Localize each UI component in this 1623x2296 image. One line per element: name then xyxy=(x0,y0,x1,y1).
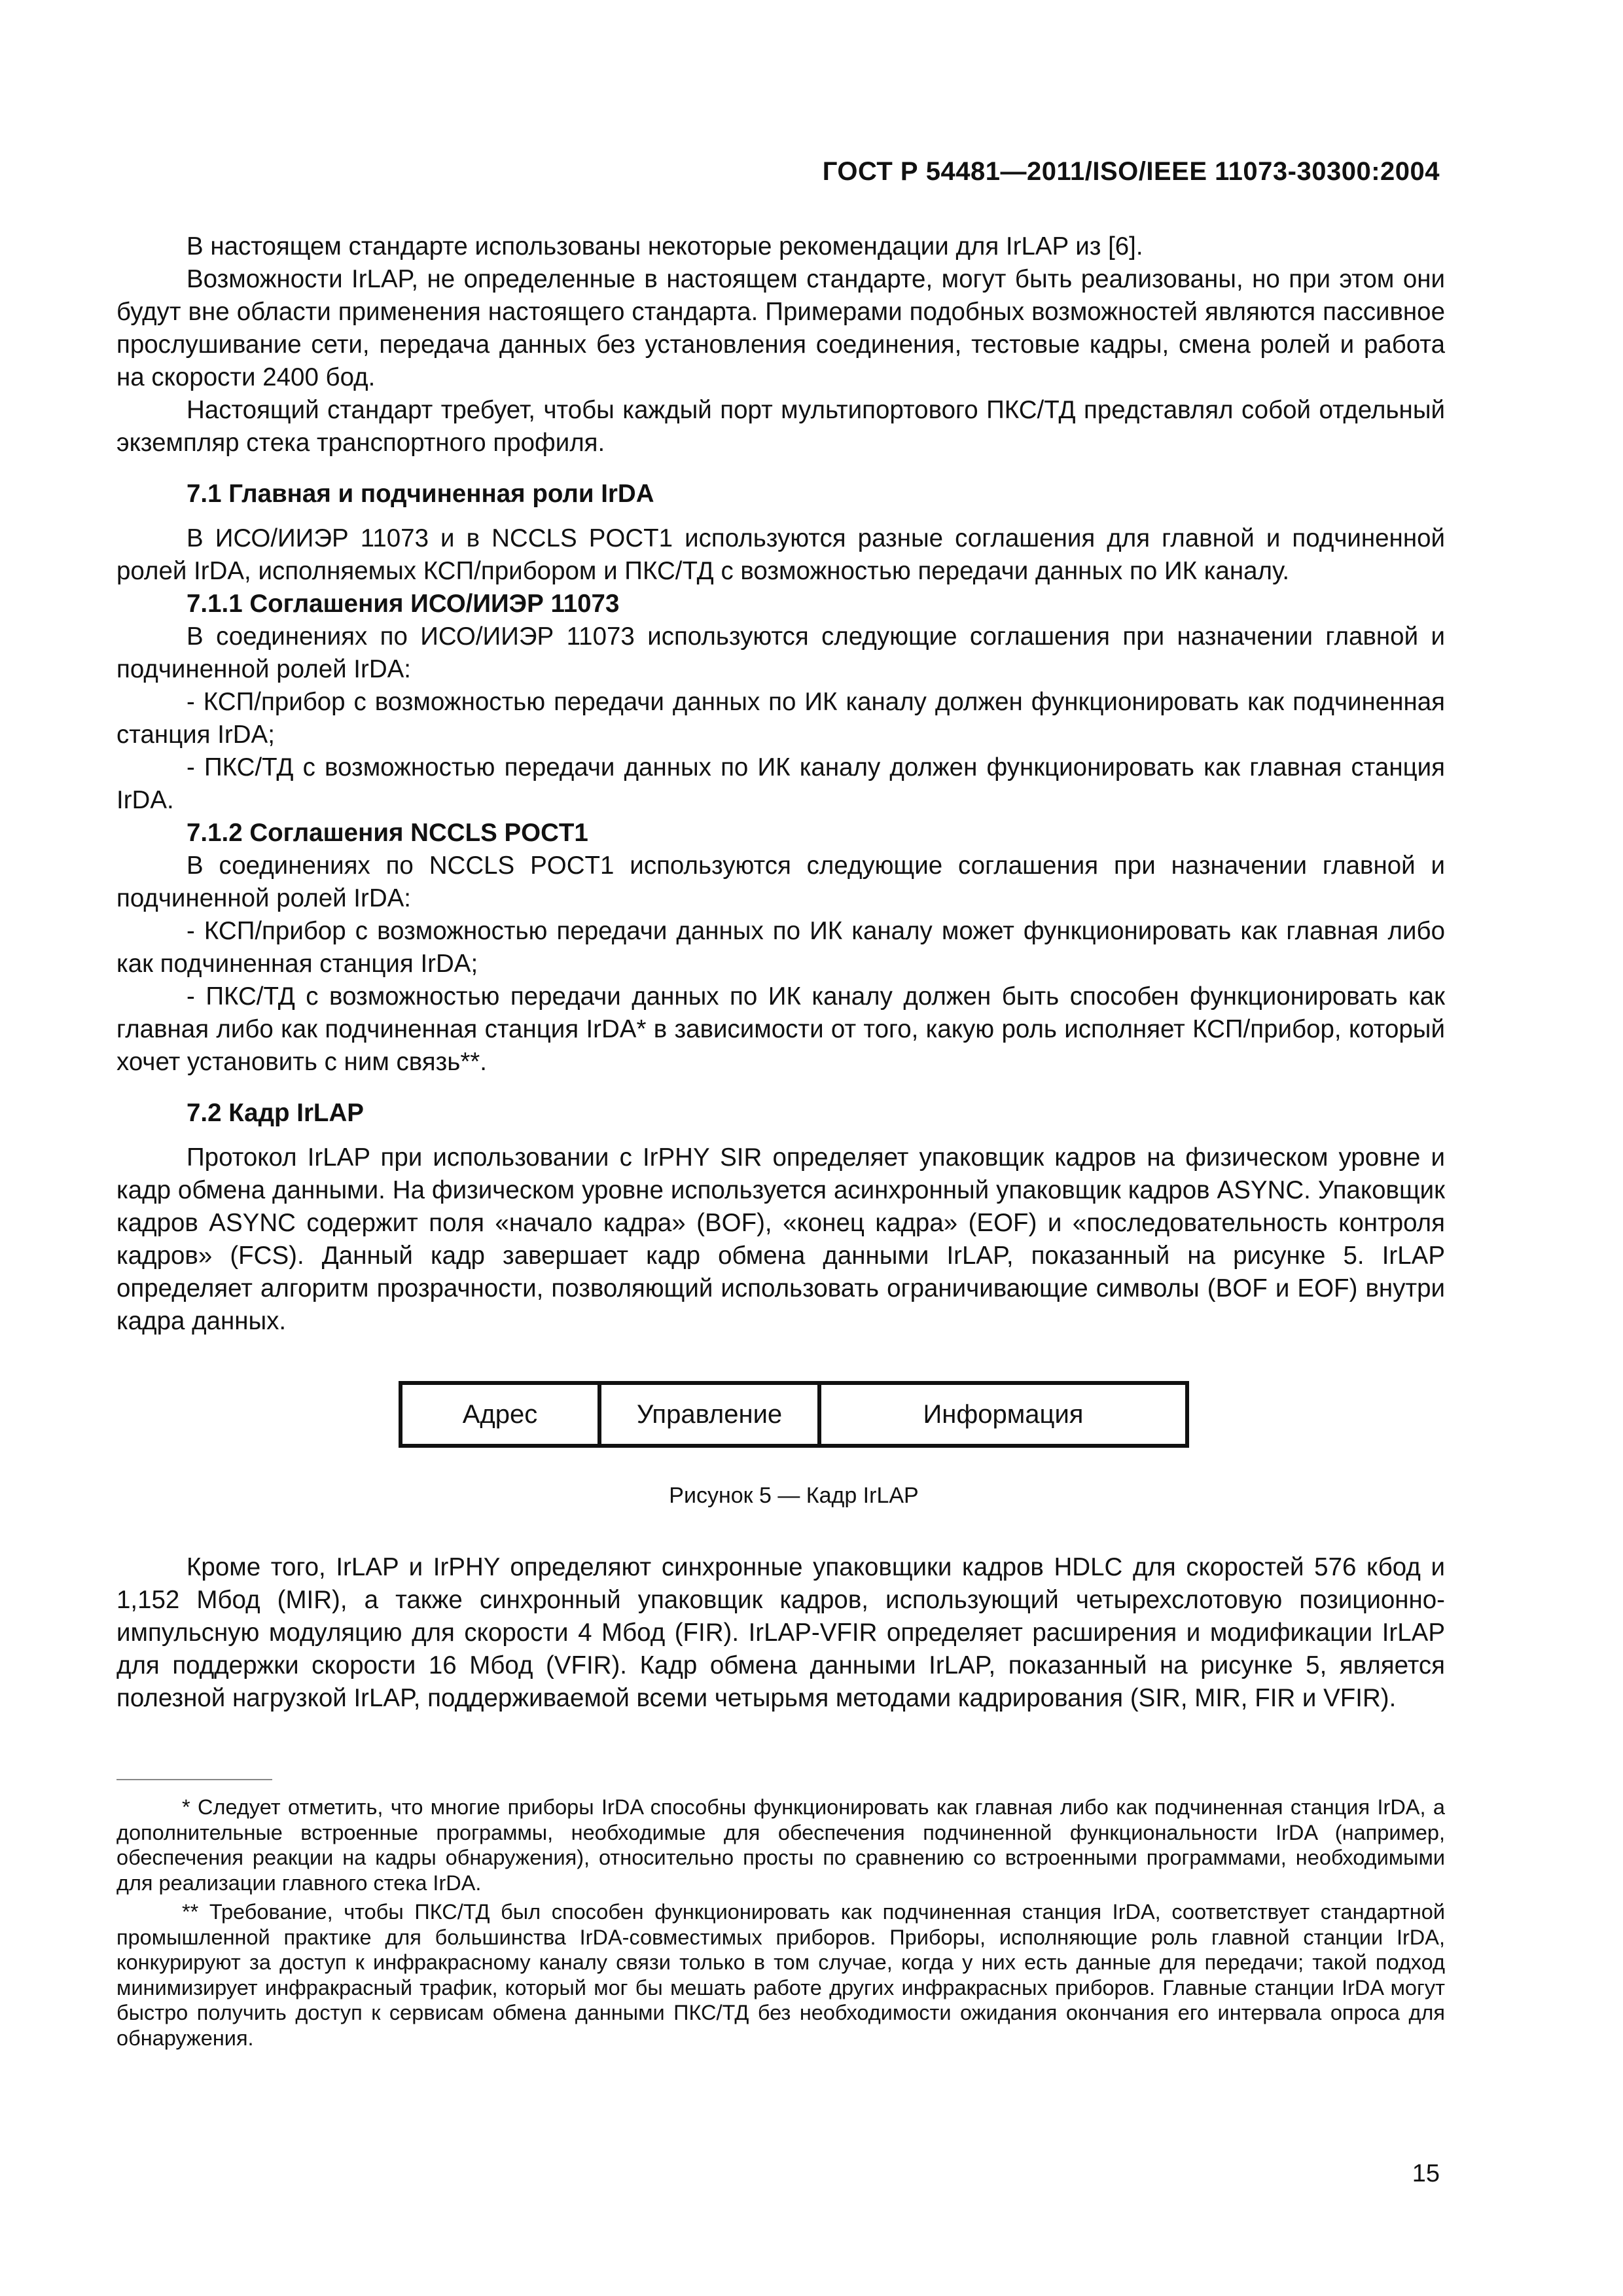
main-text xyxy=(116,230,1445,1715)
section-7-1-2-list-item: - ПКС/ТД с возможностью передачи данных по ИК каналу должен быть способен функционировать как главная либо как подчиненная станция IrDA* в зависимости от того, какую роль исполняет КСП/прибор, который хочет установить с ним связь**. xyxy=(116,982,1445,1076)
section-7-1-2-paragraph: В соединениях по NCCLS POCT1 используются следующие соглашения при назначении главной и подчиненной ролей IrDA: xyxy=(116,852,1445,912)
section-7-1-text: В ИСО/ИИЭР 11073 и в NCCLS POCT1 используются разные соглашения для главной и подчиненной ролей IrDA, исполняемых КСП/прибором и ПКС/ТД с возможностью передачи данных по ИК каналу. xyxy=(116,524,1445,585)
section-7-1-1-paragraph: В соединениях по ИСО/ИИЭР 11073 используются следующие соглашения при назначении главной и подчиненной ролей IrDA: xyxy=(116,622,1445,683)
heading-7-1-1: 7.1.1 Соглашения ИСО/ИИЭР 11073 xyxy=(187,590,620,618)
section-7-2-text: Протокол IrLAP при использовании с IrPHY SIR определяет упаковщик кадров на физическом уровне и кадр обмена данными. На физическом уровне используется асинхронный упаковщик кадров ASYNC. Упаковщик кадров ASYNC содержит поля «начало кадра» (BOF), «конец кадра» (EOF) и «последовательность контроля кадров» (FCS). Данный кадр завершает кадр обмена данными IrLAP, показанный на рисунке 5. IrLAP определяет алгоритм прозрачности, позволяющий использовать ограничивающие символы (BOF и EOF) внутри кадра данных. xyxy=(116,1143,1445,1335)
frame-field-address: Адрес xyxy=(462,1400,538,1429)
intro-paragraph-1: В настоящем стандарте использованы некоторые рекомендации для IrLAP из [6]. xyxy=(187,232,1143,260)
footnote-separator xyxy=(116,1779,272,1780)
after-figure-paragraph: Кроме того, IrLAP и IrPHY определяют синхронные упаковщики кадров HDLC для скоростей 576 кбод и 1,152 Мбод (MIR), а также синхронный упаковщик кадров, использующий четырехслотовую позиционно-импульсную модуляцию для скорости 4 Мбод (FIR). IrLAP-VFIR определяет расширения и модификации IrLAP для поддержки скорости 16 Мбод (VFIR). Кадр обмена данными IrLAP, показанный на рисунке 5, является полезной нагрузкой IrLAP, поддерживаемой всеми четырьмя методами кадрирования (SIR, MIR, FIR и VFIR). xyxy=(116,1553,1445,1712)
footnote-1: * Следует отметить, что многие приборы IrDA способны функционировать как главная либо как подчиненная станция IrDA, а дополнительные встроенные программы, необходимые для обеспечения подчиненной функциональности IrDA (например, обеспечения реакции на кадры обнаружения), относительно просты по сравнению со встроенными программами, необходимыми для реализации главного стека IrDA. xyxy=(116,1795,1445,1895)
intro-paragraph-2: Возможности IrLAP, не определенные в настоящем стандарте, могут быть реализованы, но при этом они будут вне области применения настоящего стандарта. Примерами подобных возможностей являются пассивное прослушивание сети, передача данных без установления соединения, тестовые кадры, смена ролей и работа на скорости 2400 бод. xyxy=(116,265,1445,391)
intro-paragraph-3: Настоящий стандарт требует, чтобы каждый порт мультипортового ПКС/ТД представлял собой отдельный экземпляр стека транспортного профиля. xyxy=(116,396,1445,457)
document-header: ГОСТ Р 54481—2011/ISO/IEEE 11073-30300:2004 xyxy=(822,157,1440,186)
heading-7-2: 7.2 Кадр IrLAP xyxy=(187,1099,364,1127)
section-7-1-1-list-item: - КСП/прибор с возможностью передачи данных по ИК каналу должен функционировать как подчиненная станция IrDA; xyxy=(116,688,1445,749)
frame-field-control: Управление xyxy=(597,1385,817,1444)
figure-caption: Рисунок 5 — Кадр IrLAP xyxy=(669,1483,919,1508)
page-number: 15 xyxy=(1412,2160,1440,2187)
footnotes xyxy=(116,1795,1445,2051)
footnote-2: ** Требование, чтобы ПКС/ТД был способен функционировать как подчиненная станция IrDA, соответствует стандартной промышленной практике для большинства IrDA-совместимых приборов. Приборы, исполняющие роль главной станции IrDA, конкурируют за доступ к инфракрасному каналу связи только в том случае, когда у них есть данные для передачи; такой подход минимизирует инфракрасный трафик, который мог бы мешать работе других инфракрасных приборов. Главные станции IrDA могут быстро получить доступ к сервисам обмена данными ПКС/ТД без необходимости ожидания окончания его интервала опроса для обнаружения. xyxy=(116,1900,1445,2050)
figure-5 xyxy=(116,1381,1445,1448)
section-7-1-2-list-item: - КСП/прибор с возможностью передачи данных по ИК каналу может функционировать как главная либо как подчиненная станция IrDA; xyxy=(116,917,1445,978)
section-7-1-1-list-item: - ПКС/ТД с возможностью передачи данных по ИК каналу должен функционировать как главная станция IrDA. xyxy=(116,753,1445,814)
heading-7-1: 7.1 Главная и подчиненная роли IrDA xyxy=(187,480,654,508)
frame-field-information: Информация xyxy=(817,1385,1185,1444)
irlap-frame-diagram xyxy=(399,1381,1189,1448)
heading-7-1-2: 7.1.2 Соглашения NCCLS POCT1 xyxy=(187,819,588,847)
